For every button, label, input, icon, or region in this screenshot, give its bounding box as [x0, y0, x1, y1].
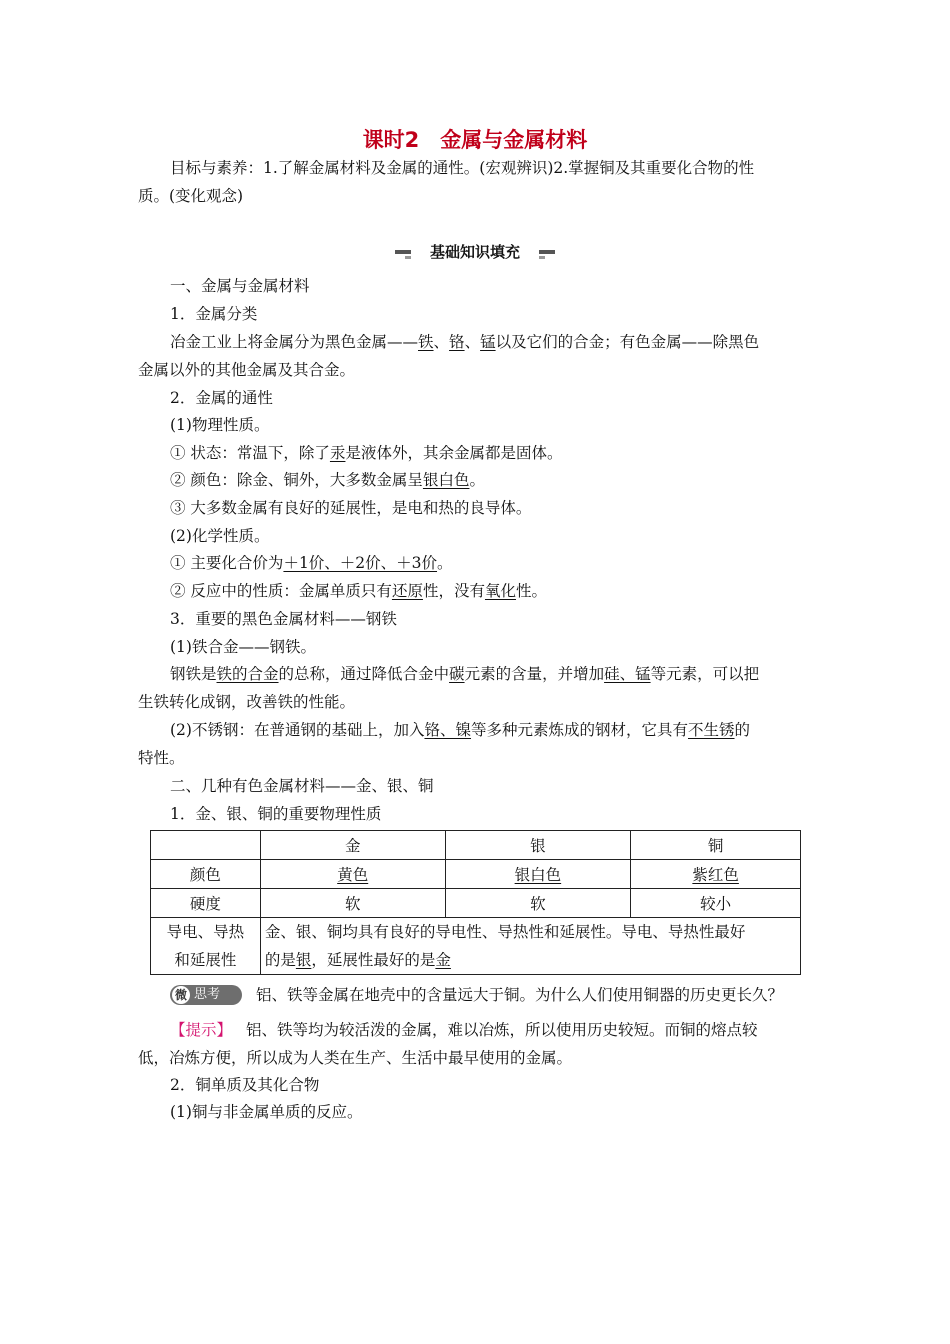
page-title: 课时2 金属与金属材料 [362, 128, 588, 152]
table-cell [445, 860, 631, 889]
hint-line-1 [170, 1020, 758, 1040]
answer-silver: 银 [295, 951, 312, 969]
hint-line-2: 低，冶炼方便，所以成为人类在生产、生活中最早使用的金属。 [138, 1049, 573, 1067]
answer-oxidizing: 氧化 [484, 582, 516, 600]
state-line [170, 443, 562, 463]
answer-silicon-manganese: 硅、锰 [604, 665, 651, 683]
text-segment: ② 颜色：除金、铜外，大多数金属呈 [170, 471, 423, 489]
iron-alloy-heading: (1)铁合金——钢铁。 [170, 638, 316, 656]
answer-rustproof: 不生锈 [688, 721, 735, 739]
table-row [151, 889, 801, 918]
table-header-cell: 银 [445, 831, 631, 860]
steel-paragraph-line-1 [170, 664, 759, 684]
paragraph-classification-line-1 [170, 332, 759, 352]
text-segment: 等元素，可以把 [650, 665, 760, 683]
answer-chromium-nickel: 铬、镍 [424, 721, 471, 739]
answer-valences: ＋1价、＋2价、＋3价 [283, 554, 438, 572]
subsection-physical-properties-table: 1．金、银、铜的重要物理性质 [170, 805, 382, 823]
valence-line [170, 553, 453, 573]
text-segment: 。 [469, 471, 485, 489]
ductility-line: ③ 大多数金属有良好的延展性，是电和热的良导体。 [170, 499, 532, 517]
row-label-color: 颜色 [151, 860, 261, 889]
think-badge-icon: 微 [172, 986, 190, 1004]
table-header-cell [151, 831, 261, 860]
text-segment: 的是 [264, 951, 296, 969]
text-segment: 的 [734, 721, 751, 739]
table-header-cell: 铜 [631, 831, 801, 860]
answer-silver-white: 银白色 [422, 471, 470, 489]
answer-chromium: 铬 [449, 333, 465, 351]
subsection-metal-properties: 2．金属的通性 [170, 389, 273, 407]
goals-line-2: 质。(变化观念) [138, 187, 244, 205]
text-segment: 铝、铁等均为较活泼的金属，难以冶炼，所以使用历史较短。而铜的熔点较 [246, 1021, 758, 1039]
section-1-heading: 一、金属与金属材料 [170, 277, 310, 295]
text-segment: 钢铁是 [170, 665, 217, 683]
answer-gold-color: 黄色 [337, 866, 369, 884]
text-segment: ① 主要化合价为 [170, 554, 284, 572]
text-segment: 是液体外，其余金属都是固体。 [345, 444, 563, 462]
chemical-properties-heading: (2)化学性质。 [170, 527, 270, 545]
text-segment: (2)不锈钢：在普通钢的基础上，加入 [170, 721, 425, 739]
text-segment: ① 状态：常温下，除了 [170, 444, 330, 462]
table-cell [631, 860, 801, 889]
text-segment: ② 反应中的性质：金属单质只有 [170, 582, 392, 600]
subsection-copper: 2．铜单质及其化合物 [170, 1076, 320, 1094]
table-header-row [151, 831, 801, 860]
subsection-ferrous-materials: 3．重要的黑色金属材料——钢铁 [170, 610, 397, 628]
goals-line-1: 目标与素养：1.了解金属材料及金属的通性。(宏观辨识)2.掌握铜及其重要化合物的性 [170, 159, 755, 177]
text-segment: 。 [437, 554, 453, 572]
answer-mercury: 汞 [329, 444, 346, 462]
text-segment: 性。 [515, 582, 547, 600]
stainless-steel-line-2: 特性。 [138, 749, 185, 767]
table-cell: 软 [260, 889, 445, 918]
answer-gold: 金 [435, 951, 451, 969]
hint-label: 【提示】 [170, 1021, 233, 1039]
subsection-metal-classification: 1．金属分类 [170, 305, 258, 323]
copper-reaction-heading: (1)铜与非金属单质的反应。 [170, 1103, 363, 1121]
section-2-heading: 二、几种有色金属材料——金、银、铜 [170, 777, 434, 795]
table-row [151, 860, 801, 889]
row-label-conductivity [151, 918, 261, 975]
color-line [170, 470, 485, 490]
table-cell: 较小 [631, 889, 801, 918]
answer-iron: 铁 [418, 333, 434, 351]
text-segment: 、 [464, 333, 481, 351]
text-segment: 、 [433, 333, 450, 351]
paragraph-classification-line-2: 金属以外的其他金属及其合金。 [138, 361, 356, 379]
cell-line: 金、银、铜均具有良好的导电性、导热性和延展性。导电、导热性最好 [264, 923, 746, 941]
table-cell [260, 860, 445, 889]
physical-properties-heading: (1)物理性质。 [170, 416, 270, 434]
text-segment: 冶金工业上将金属分为黑色金属—— [170, 333, 419, 351]
steel-paragraph-line-2: 生铁转化成钢，改善铁的性能。 [138, 693, 356, 711]
text-segment: 等多种元素炼成的钢材，它具有 [470, 721, 688, 739]
table-cell: 软 [445, 889, 631, 918]
row-label-hardness: 硬度 [151, 889, 261, 918]
cell-line [265, 946, 796, 974]
text-segment: 性，没有 [422, 582, 485, 600]
text-segment: 以及它们的合金；有色金属——除黑色 [495, 333, 760, 351]
table-row [151, 918, 801, 975]
answer-reducing: 还原 [391, 582, 423, 600]
answer-iron-alloy: 铁的合金 [216, 665, 279, 683]
label-line: 和延展性 [174, 951, 237, 969]
text-segment: 的总称，通过降低合金中 [278, 665, 450, 683]
label-line: 导电、导热 [166, 923, 245, 941]
answer-manganese: 锰 [480, 333, 496, 351]
metal-properties-table [150, 830, 801, 975]
table-header-cell: 金 [260, 831, 445, 860]
think-question: 铝、铁等金属在地壳中的含量远大于铜。为什么人们使用铜器的历史更长久？ [256, 986, 784, 1004]
answer-silver-color: 银白色 [514, 866, 562, 884]
answer-carbon: 碳 [449, 665, 465, 683]
think-badge [170, 985, 242, 1005]
answer-copper-color: 紫红色 [692, 866, 739, 884]
section-banner [395, 241, 555, 263]
stainless-steel-line-1 [170, 720, 750, 740]
table-cell-merged [260, 918, 800, 975]
text-segment: 元素的含量，并增加 [464, 665, 605, 683]
text-segment: ，延展性最好的是 [311, 951, 436, 969]
reaction-property-line [170, 581, 547, 601]
think-badge-label: 思考 [194, 987, 221, 1002]
banner-label: 基础知识填充 [411, 241, 539, 263]
